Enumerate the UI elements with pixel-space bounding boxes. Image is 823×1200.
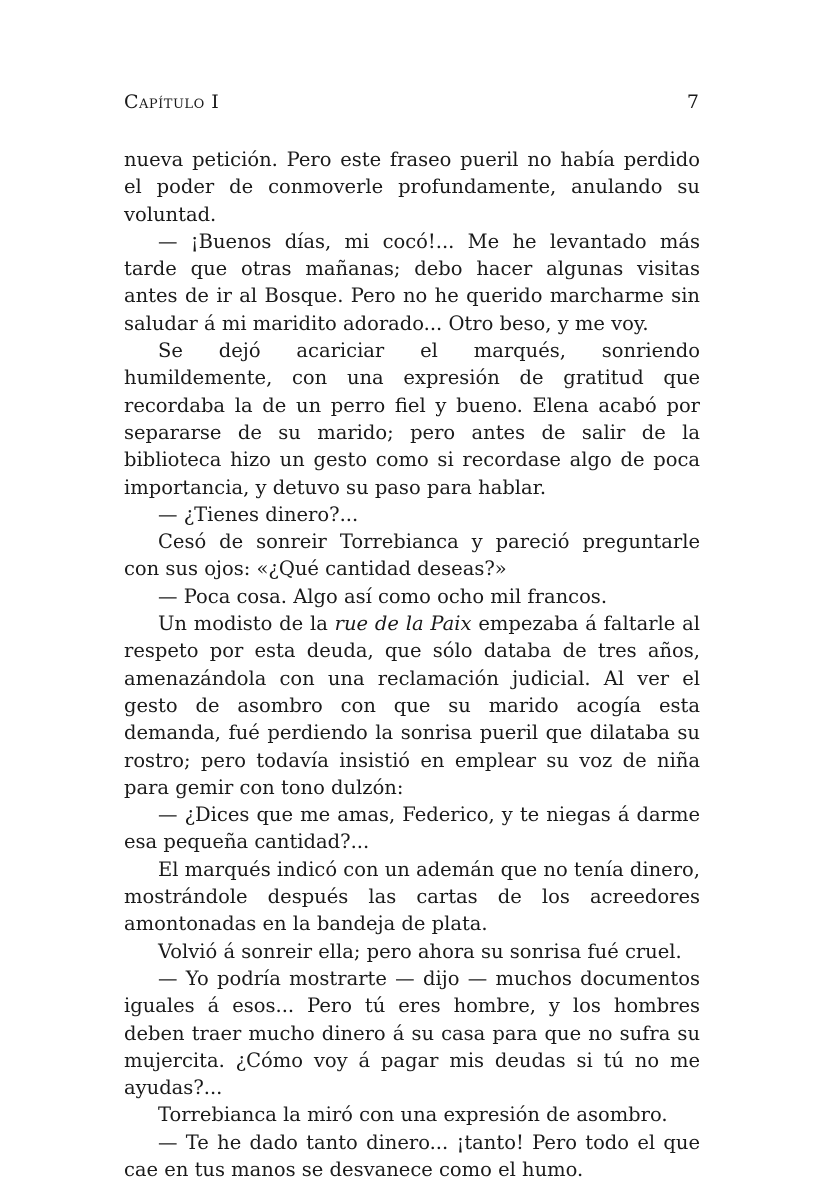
paragraph: Torrebianca la miró con una expresión de asombro. [158, 1103, 668, 1127]
body-text [124, 146, 700, 1183]
paragraph: — ¿Tienes dinero?... [158, 502, 359, 526]
paragraph: Cesó de sonreir Torrebianca y pareció preguntarle con sus ojos: «¿Qué cantidad deseas?» [124, 530, 700, 581]
paragraph: — Te he dado tanto dinero... ¡tanto! Pero todo el que cae en tus manos se desvanece como el humo. [124, 1130, 700, 1181]
paragraph: — Yo podría mostrarte — dijo — muchos documentos iguales á esos... Pero tú eres hombre, y los hombres deben traer mucho dinero á su casa para que no sufra su mujercita. ¿Cómo voy á pagar mis deudas si tú no me ayudas?... [124, 966, 700, 1100]
chapter-title: Capítulo I [124, 91, 220, 113]
paragraph: — ¿Dices que me amas, Federico, y te niegas á darme esa pequeña cantidad?... [124, 803, 700, 854]
paragraph-text: empezaba á faltarle al respeto por esta deuda, que sólo databa de tres años, amenazándola con una reclamación judicial. Al ver el gesto de asombro con que su marido acogía esta demanda, fué perdiendo la sonrisa pueril que dilataba su rostro; pero todavía insistió en emplear su voz de niña para gemir con tono dulzón: [124, 612, 700, 799]
paragraph: — ¡Buenos días, mi cocó!... Me he levantado más tarde que otras mañanas; debo hacer algunas visitas antes de ir al Bosque. Pero no he querido marcharme sin saludar á mi maridito adorado... Otro beso, y me voy. [124, 229, 700, 335]
paragraph: Volvió á sonreir ella; pero ahora su sonrisa fué cruel. [158, 939, 682, 963]
paragraph: Se dejó acariciar el marqués, sonriendo humildemente, con una expresión de gratitud que recordaba la de un perro fiel y bueno. Elena acabó por separarse de su marido; pero antes de salir de la biblioteca hizo un gesto como si recordase algo de poca importancia, y detuvo su paso para hablar. [124, 339, 700, 499]
paragraph: nueva petición. Pero este fraseo pueril no había perdido el poder de conmoverle profundamente, anulando su voluntad. [124, 148, 700, 226]
italic-phrase: rue de la Paix [334, 612, 472, 636]
paragraph: El marqués indicó con un ademán que no tenía dinero, mostrándole después las cartas de los acreedores amontonadas en la bandeja de plata. [124, 857, 700, 936]
running-header [124, 88, 699, 116]
page-number: 7 [686, 91, 699, 113]
paragraph: — Poca cosa. Algo así como ocho mil francos. [158, 584, 608, 608]
paragraph-text: Un modisto de la [158, 612, 335, 636]
paragraph [124, 610, 700, 801]
